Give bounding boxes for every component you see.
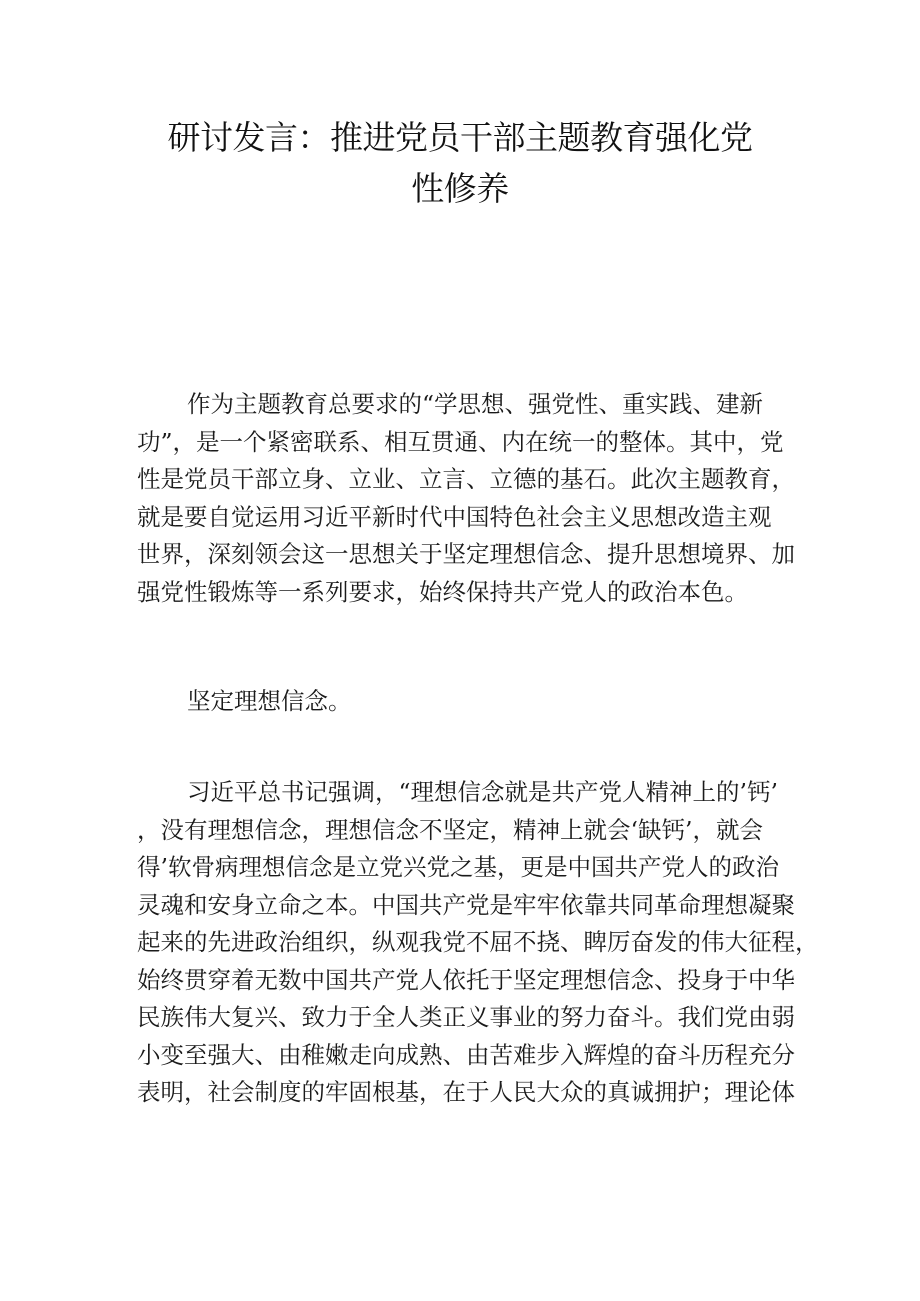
paragraph-line: ，没有理想信念，理想信念不坚定，精神上就会‘缺钙’，就会 bbox=[137, 815, 763, 844]
section-heading-text: 坚定理想信念。 bbox=[187, 687, 352, 715]
paragraph-line: 始终贯穿着无数中国共产党人依托于坚定理想信念、投身于中华 bbox=[137, 965, 795, 994]
paragraph-line: 起来的先进政治组织，纵观我党不屈不挠、睥厉奋发的伟大征程， bbox=[137, 928, 819, 956]
paragraph-line: 功”，是一个紧密联系、相互贯通、内在统一的整体。其中，党 bbox=[137, 427, 784, 456]
paragraph-line: 作为主题教育总要求的“学思想、强党性、重实践、建新 bbox=[187, 390, 764, 418]
document-title bbox=[150, 112, 770, 214]
title-line: 研讨发言：推进党员干部主题教育强化党 bbox=[167, 118, 753, 157]
paragraph-line: 灵魂和安身立命之本。中国共产党是牢牢依靠共同革命理想凝聚 bbox=[137, 890, 795, 919]
paragraph-line: 习近平总书记强调，“理想信念就是共产党人精神上的’钙’ bbox=[187, 778, 778, 806]
paragraph-line: 表明，社会制度的牢固根基，在于人民大众的真诚拥护；理论体 bbox=[137, 1078, 795, 1106]
paragraph-line: 性是党员干部立身、立业、立言、立德的基石。此次主题教育， bbox=[137, 465, 795, 493]
paragraph-line: 就是要自觉运用习近平新时代中国特色社会主义思想改造主观 bbox=[137, 502, 772, 531]
intro-paragraph bbox=[137, 386, 795, 611]
body-paragraph bbox=[137, 774, 819, 1112]
paragraph-line: 强党性锻炼等一系列要求，始终保持共产党人的政治本色。 bbox=[137, 577, 748, 606]
title-line: 性修养 bbox=[411, 169, 509, 208]
paragraph-line: 小变至强大、由稚嫩走向成熟、由苦难步入辉煌的奋斗历程充分 bbox=[137, 1040, 795, 1069]
paragraph-line: 民族伟大复兴、致力于全人类正义事业的努力奋斗。我们党由弱 bbox=[137, 1003, 795, 1031]
paragraph-line: 得’软骨病理想信念是立党兴党之基，更是中国共产党人的政治 bbox=[137, 853, 779, 881]
section-heading bbox=[137, 683, 787, 721]
paragraph-line: 世界，深刻领会这一思想关于坚定理想信念、提升思想境界、加 bbox=[137, 540, 795, 568]
